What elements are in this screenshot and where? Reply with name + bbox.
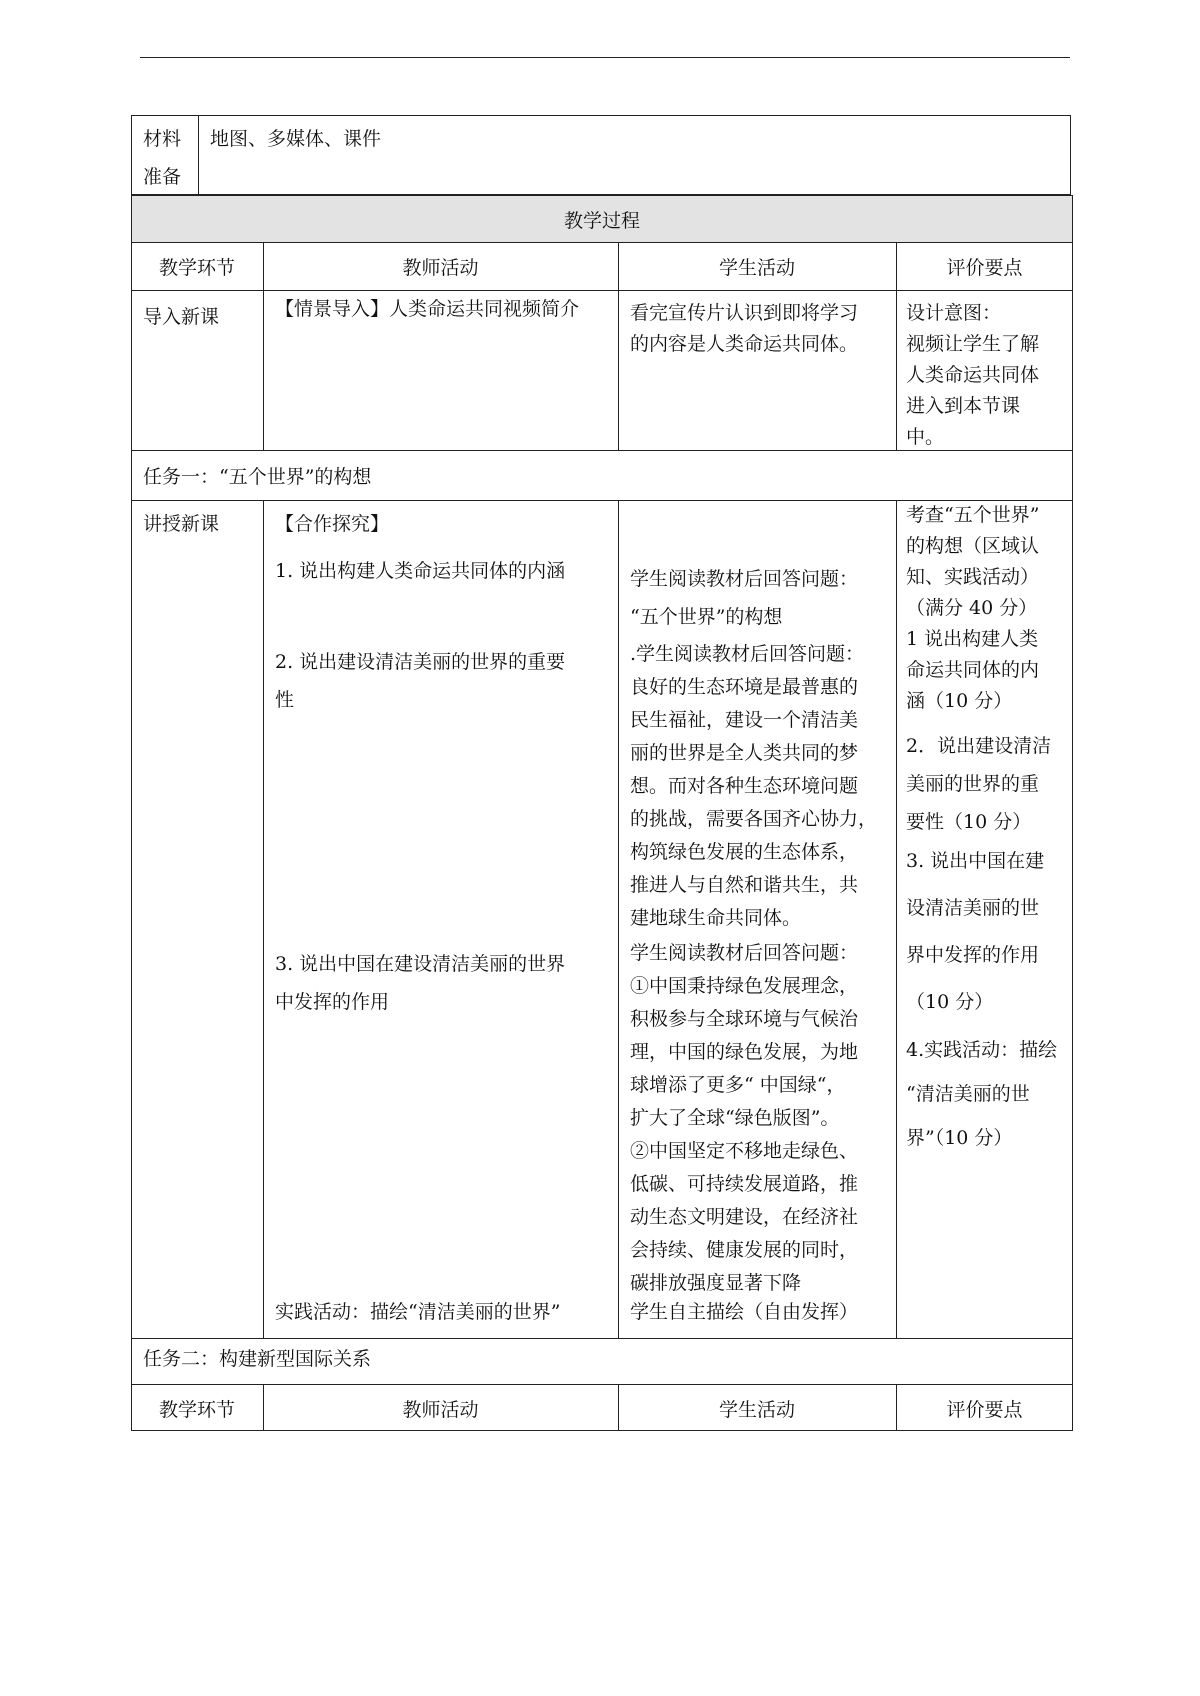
header-col-teacher: 教师活动 xyxy=(402,256,479,279)
divider-teacher-student-b xyxy=(618,500,619,1338)
divider-teacher-student-a xyxy=(618,242,619,450)
lecture-teacher-item2: 2. 说出建设清洁美丽的世界的重要 性 xyxy=(275,651,566,711)
divider-stage-teacher-b xyxy=(263,500,264,1338)
divider-teacher-student-c xyxy=(618,1384,619,1431)
rule-below-header xyxy=(131,290,1073,291)
rule-below-intro xyxy=(131,450,1073,451)
lecture-student-practice: 学生自主描绘（自由发挥） xyxy=(630,1301,859,1323)
divider-student-eval-c xyxy=(896,1384,897,1431)
lecture-teacher-item3: 3. 说出中国在建设清洁美丽的世界 中发挥的作用 xyxy=(275,953,566,1013)
header2-col-eval: 评价要点 xyxy=(946,1398,1023,1421)
materials-label-line2: 准备 xyxy=(143,166,182,188)
task1-label: 任务一：“五个世界”的构想 xyxy=(143,466,372,488)
task2-label: 任务二：构建新型国际关系 xyxy=(143,1348,372,1370)
header-col-eval: 评价要点 xyxy=(946,256,1023,279)
materials-divider xyxy=(198,115,199,195)
intro-teacher: 【情景导入】人类命运共同视频简介 xyxy=(275,298,580,320)
header-col-student: 学生活动 xyxy=(718,256,795,279)
lecture-eval-block1: 考查“五个世界” 的构想（区域认 知、实践活动） （满分 40 分） 1 说出构建人类 命运共同体的内 涵（10 分） xyxy=(906,504,1040,712)
lecture-eval-block2: 2．说出建设清洁 美丽的世界的重 要性（10 分） xyxy=(906,735,1052,833)
process-title-row xyxy=(132,196,1072,242)
lecture-student-block3: 学生阅读教材后回答问题： ①中国秉持绿色发展理念， 积极参与全球环境与气候治 理，中国的绿色发展，为地 球增添了更多“ 中国绿“， 扩大了全球“绿色版图”。 ②中国坚定不移地走绿色、 低碳、可持续发展道路，推 动生态文明建设，在经济社 会持续、健康发展的同时， 碳排放强度显著下降 xyxy=(630,942,859,1294)
rule-below-lecture xyxy=(131,1338,1073,1339)
process-title: 教学过程 xyxy=(563,209,640,232)
materials-box xyxy=(131,115,1071,195)
lecture-eval-block4: 4.实践活动：描绘 “清洁美丽的世 界”（10 分） xyxy=(906,1039,1058,1149)
materials-value: 地图、多媒体、课件 xyxy=(210,128,382,150)
header-col-stage: 教学环节 xyxy=(158,256,235,279)
header-rule xyxy=(140,57,1070,58)
intro-student: 看完宣传片认识到即将学习 的内容是人类命运共同体。 xyxy=(630,302,859,355)
header2-col-student: 学生活动 xyxy=(718,1398,795,1421)
lecture-teacher-practice: 实践活动：描绘“清洁美丽的世界” xyxy=(275,1301,561,1323)
lecture-student-block2: .学生阅读教材后回答问题： 良好的生态环境是最普惠的 民生福祉，建设一个清洁美 丽的世界是全人类共同的梦 想。而对各种生态环境问题 的挑战，需要各国齐心协力， 构筑绿色发展的生态体系， 推进人与自然和谐共生，共 建地球生命共同体。 xyxy=(630,643,878,929)
divider-stage-teacher-c xyxy=(263,1384,264,1431)
lecture-teacher-item1: 1. 说出构建人类命运共同体的内涵 xyxy=(275,560,566,582)
divider-student-eval-a xyxy=(896,242,897,450)
divider-student-eval-b xyxy=(896,500,897,1338)
materials-label-line1: 材料 xyxy=(143,128,182,150)
intro-eval: 设计意图： 视频让学生了解 人类命运共同体 进入到本节课 中。 xyxy=(906,302,1040,448)
lecture-student-block1: 学生阅读教材后回答问题： “五个世界”的构想 xyxy=(630,568,859,628)
divider-stage-teacher-a xyxy=(263,242,264,450)
intro-stage: 导入新课 xyxy=(143,306,220,328)
header2-col-teacher: 教师活动 xyxy=(402,1398,479,1421)
header2-col-stage: 教学环节 xyxy=(158,1398,235,1421)
lecture-eval-block3: 3. 说出中国在建 设清洁美丽的世 界中发挥的作用 （10 分） xyxy=(906,850,1045,1013)
lecture-stage: 讲授新课 xyxy=(143,513,220,535)
lecture-teacher-heading: 【合作探究】 xyxy=(275,513,390,535)
